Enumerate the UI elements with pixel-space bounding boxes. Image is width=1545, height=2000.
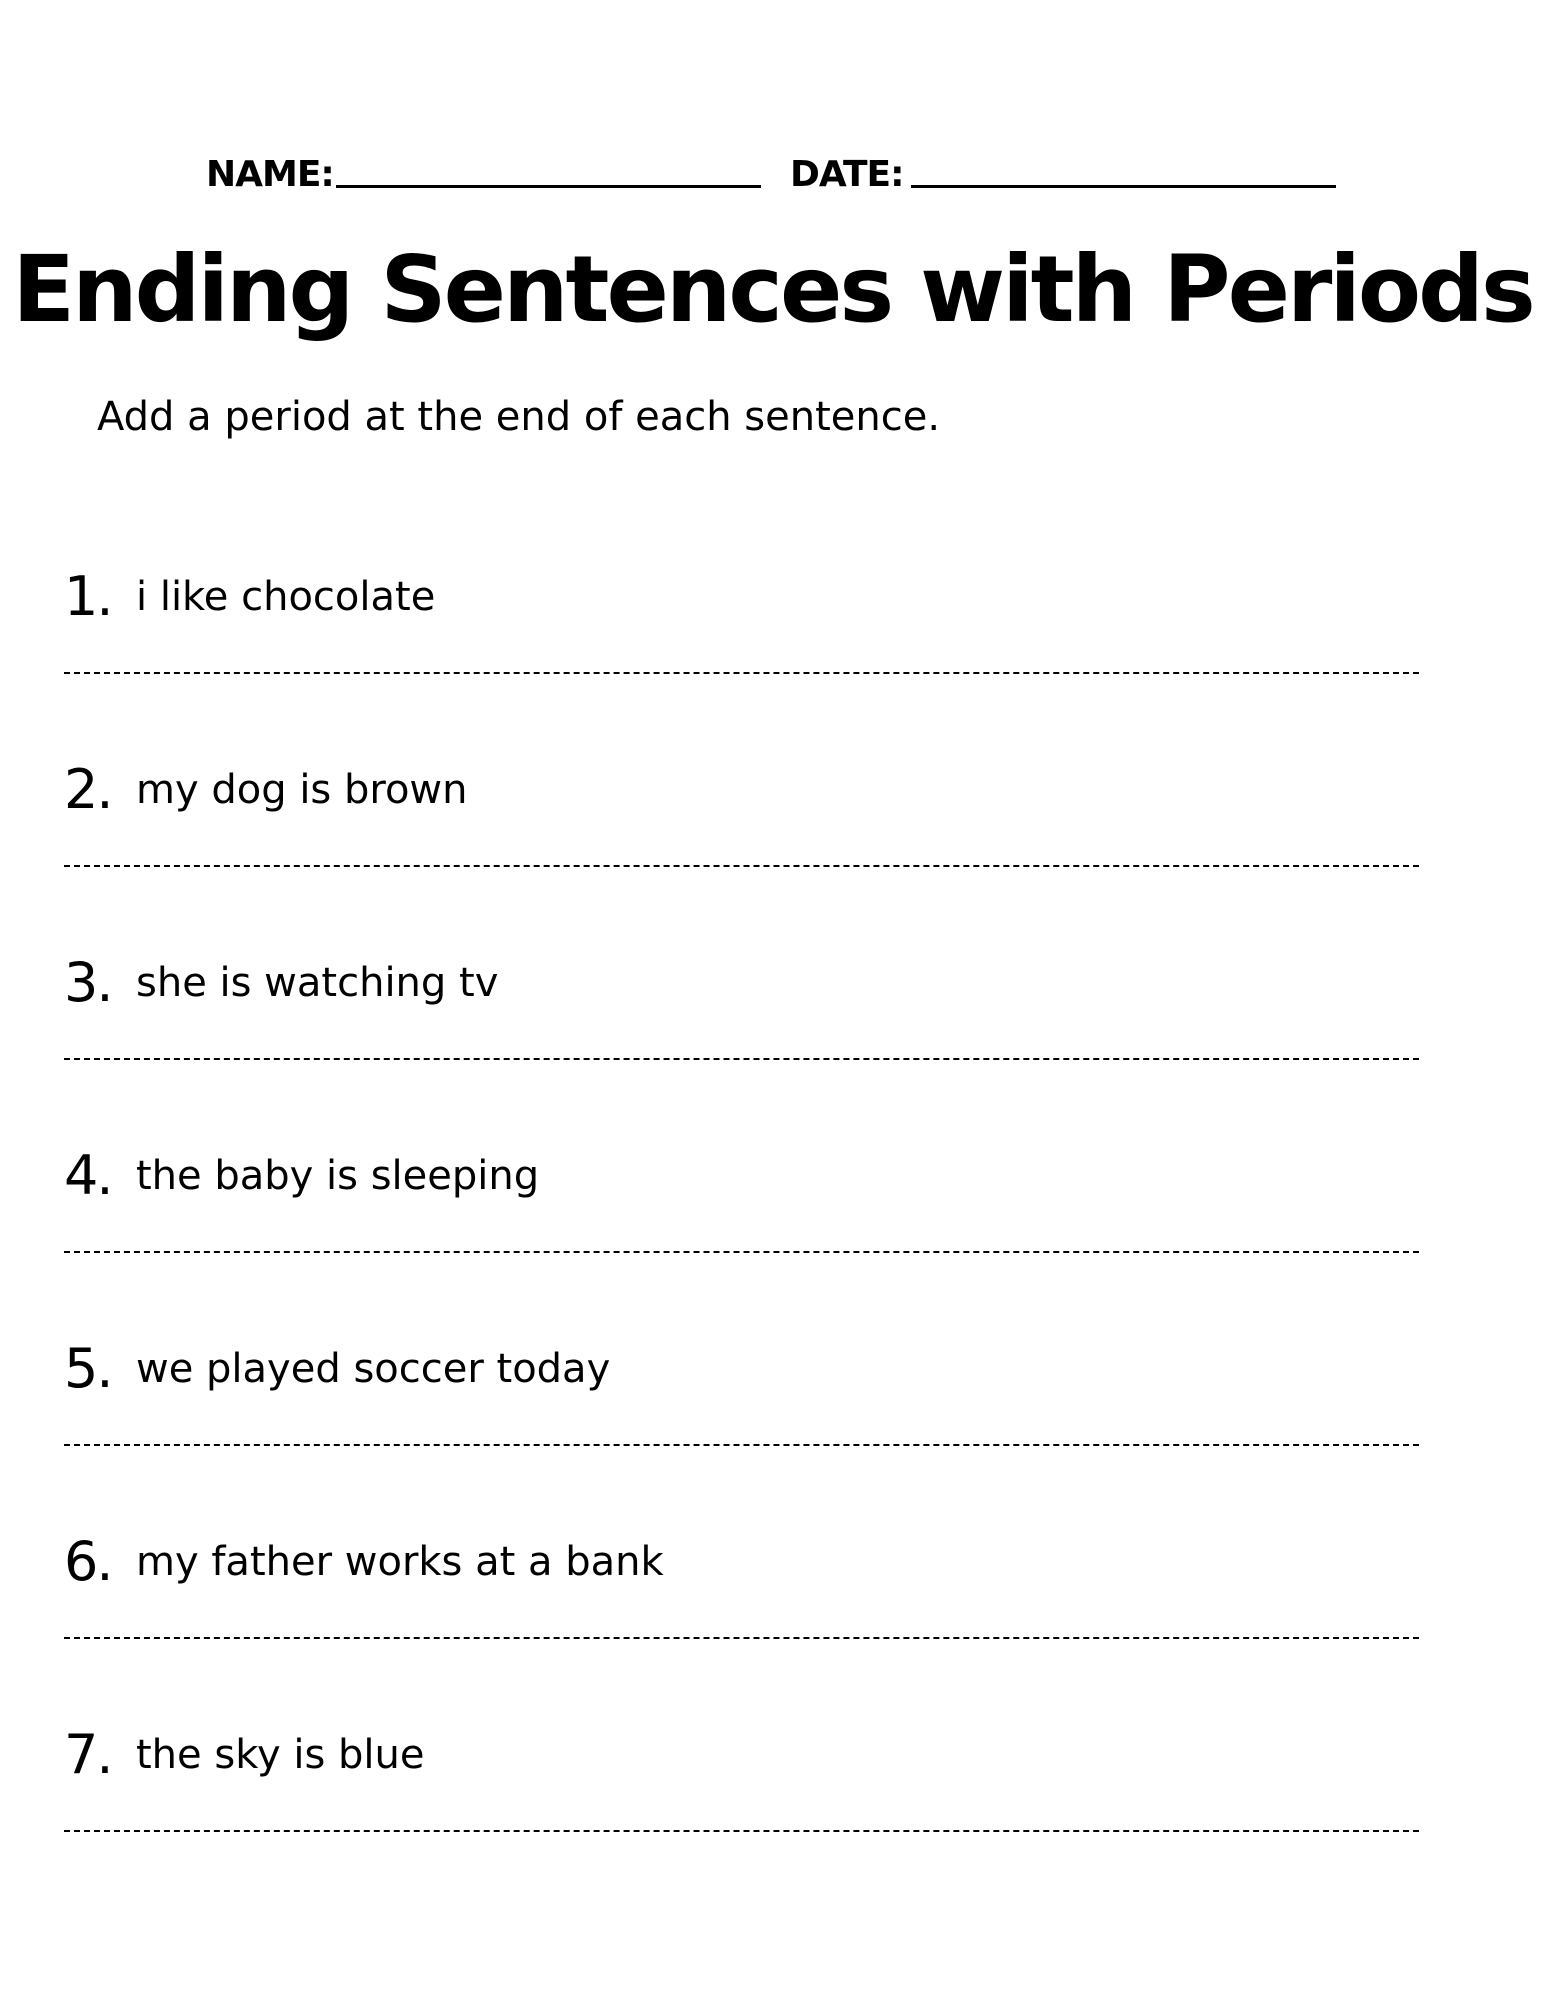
answer-line[interactable]	[64, 1637, 1419, 1639]
header-row	[206, 150, 1336, 200]
item-sentence: the baby is sleeping	[136, 1153, 540, 1199]
exercise-item-7	[64, 1720, 1424, 1840]
item-sentence: she is watching tv	[136, 960, 499, 1006]
answer-line[interactable]	[64, 1251, 1419, 1253]
answer-line[interactable]	[64, 1058, 1419, 1060]
answer-line[interactable]	[64, 1444, 1419, 1446]
item-number: 6.	[64, 1530, 112, 1593]
worksheet-title: Ending Sentences with Periods	[12, 236, 1533, 343]
exercise-item-6	[64, 1527, 1424, 1647]
name-field-line[interactable]	[336, 185, 761, 188]
item-sentence: we played soccer today	[136, 1346, 611, 1392]
exercise-item-2	[64, 755, 1424, 875]
exercise-item-5	[64, 1334, 1424, 1454]
instructions: Add a period at the end of each sentence.	[97, 394, 941, 440]
name-label: NAME:	[206, 154, 334, 195]
answer-line[interactable]	[64, 1830, 1419, 1832]
item-sentence: my father works at a bank	[136, 1539, 664, 1585]
item-sentence: my dog is brown	[136, 767, 468, 813]
item-sentence: the sky is blue	[136, 1732, 425, 1778]
item-number: 4.	[64, 1144, 112, 1207]
item-number: 3.	[64, 951, 112, 1014]
exercise-item-3	[64, 948, 1424, 1068]
item-sentence: i like chocolate	[136, 574, 436, 620]
item-number: 1.	[64, 565, 112, 628]
date-field-line[interactable]	[911, 185, 1336, 188]
exercise-item-4	[64, 1141, 1424, 1261]
exercise-item-1	[64, 562, 1424, 682]
answer-line[interactable]	[64, 672, 1419, 674]
item-number: 2.	[64, 758, 112, 821]
item-number: 5.	[64, 1337, 112, 1400]
date-label: DATE:	[790, 154, 904, 195]
item-number: 7.	[64, 1723, 112, 1786]
answer-line[interactable]	[64, 865, 1419, 867]
